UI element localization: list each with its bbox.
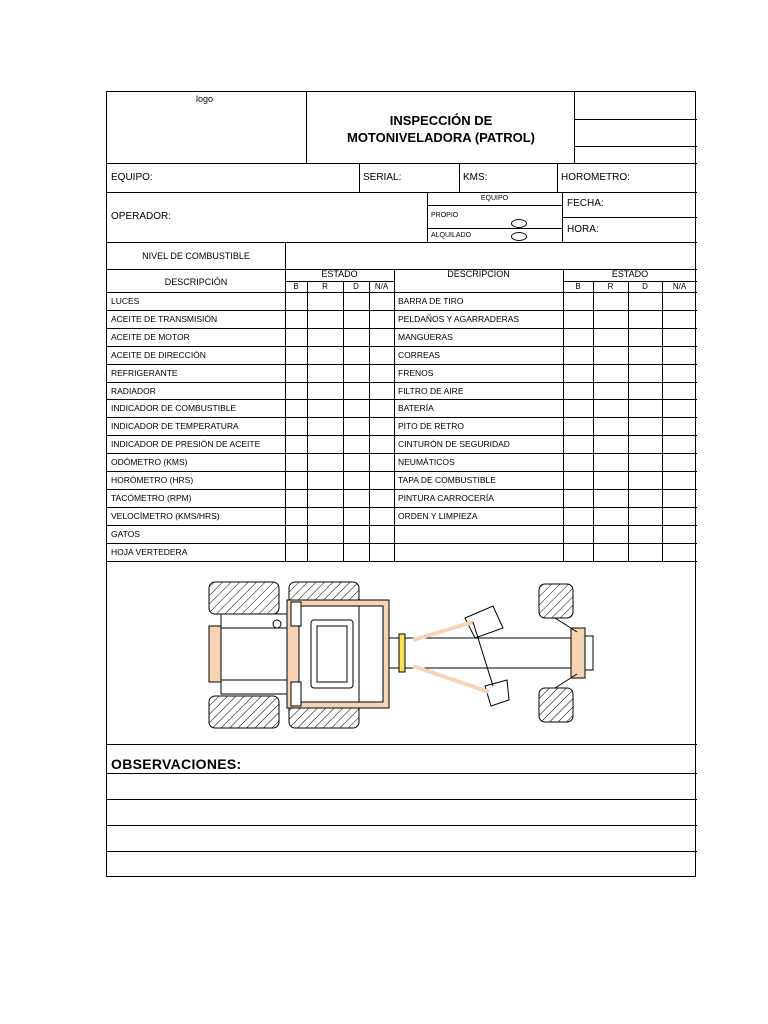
item-right-7: PITO DE RETRO — [398, 421, 464, 432]
item-left-6: INDICADOR DE COMBUSTIBLE — [111, 403, 237, 414]
item-left-11: TACÓMETRO (RPM) — [111, 492, 192, 503]
item-right-4: FRENOS — [398, 367, 434, 378]
estado-header-right: ESTADO — [611, 269, 649, 279]
item-left-10: HORÓMETRO (HRS) — [111, 475, 194, 485]
estado-header-left: ESTADO — [321, 269, 358, 279]
fecha-label: FECHA: — [567, 198, 604, 209]
item-left-2: ACEITE DE MOTOR — [111, 331, 190, 342]
col-r-right: R — [607, 282, 614, 291]
item-right-2: MANGUERAS — [398, 331, 453, 342]
item-left-12: VELOCÍMETRO (KMS/HRS) — [111, 510, 220, 521]
inspection-form — [106, 91, 696, 877]
item-left-5: RADIADOR — [111, 385, 156, 396]
equipo-label: EQUIPO: — [111, 172, 153, 183]
item-right-5: FILTRO DE AIRE — [398, 385, 464, 396]
operador-label: OPERADOR: — [111, 211, 172, 222]
col-b-right: B — [575, 282, 581, 291]
equipo-sub-label: EQUIPO — [480, 195, 509, 202]
item-left-14: HOJA VERTEDERA — [111, 546, 188, 557]
logo-placeholder: logo — [196, 94, 214, 104]
propio-label: PROPIO — [431, 212, 459, 219]
item-right-10: TAPA DE COMBUSTIBLE — [398, 475, 496, 485]
col-d-left: D — [353, 282, 359, 291]
motoniveladora-diagram — [203, 576, 603, 732]
col-na-right: N/A — [672, 282, 687, 291]
form-title: INSPECCIÓN DE MOTONIVELADORA (PATROL) — [346, 113, 535, 145]
horometro-label: HOROMETRO: — [561, 172, 630, 183]
item-right-1: PELDAÑOS Y AGARRADERAS — [398, 313, 520, 324]
item-right-9: NEUMÁTICOS — [398, 457, 455, 468]
item-left-3: ACEITE DE DIRECCIÓN — [111, 349, 206, 360]
item-right-11: PINTURA CARROCERÍA — [398, 492, 494, 503]
item-left-4: REFRIGERANTE — [111, 367, 178, 378]
item-left-1: ACEITE DE TRANSMISIÓN — [111, 313, 218, 324]
item-left-0: LUCES — [111, 296, 140, 306]
propio-option[interactable] — [511, 219, 527, 228]
item-left-7: INDICADOR DE TEMPERATURA — [111, 421, 239, 432]
alquilado-option[interactable] — [511, 232, 527, 241]
item-right-8: CINTURÓN DE SEGURIDAD — [398, 439, 510, 450]
serial-label: SERIAL: — [363, 172, 402, 183]
observaciones-label: OBSERVACIONES: — [111, 756, 242, 772]
item-right-0: BARRA DE TIRO — [398, 296, 464, 306]
col-d-right: D — [642, 282, 648, 291]
item-left-9: ODÓMETRO (KMS) — [111, 457, 188, 468]
item-right-3: CORREAS — [398, 349, 441, 360]
item-left-13: GATOS — [111, 528, 140, 539]
alquilado-label: ALQUILADO — [431, 232, 472, 239]
item-right-6: BATERÍA — [398, 403, 434, 414]
item-left-8: INDICADOR DE PRESIÓN DE ACEITE — [111, 439, 261, 450]
col-b-left: B — [293, 282, 299, 291]
nivel-combustible-label: NIVEL DE COMBUSTIBLE — [142, 251, 250, 261]
kms-label: KMS: — [463, 172, 488, 183]
descripcion-header-right: DESCRIPCIÓN — [447, 269, 510, 279]
col-na-left: N/A — [374, 282, 389, 291]
col-r-left: R — [322, 282, 328, 291]
descripcion-header-left: DESCRIPCIÓN — [164, 277, 228, 287]
item-right-12: ORDEN Y LIMPIEZA — [398, 510, 478, 521]
hora-label: HORA: — [567, 224, 599, 235]
